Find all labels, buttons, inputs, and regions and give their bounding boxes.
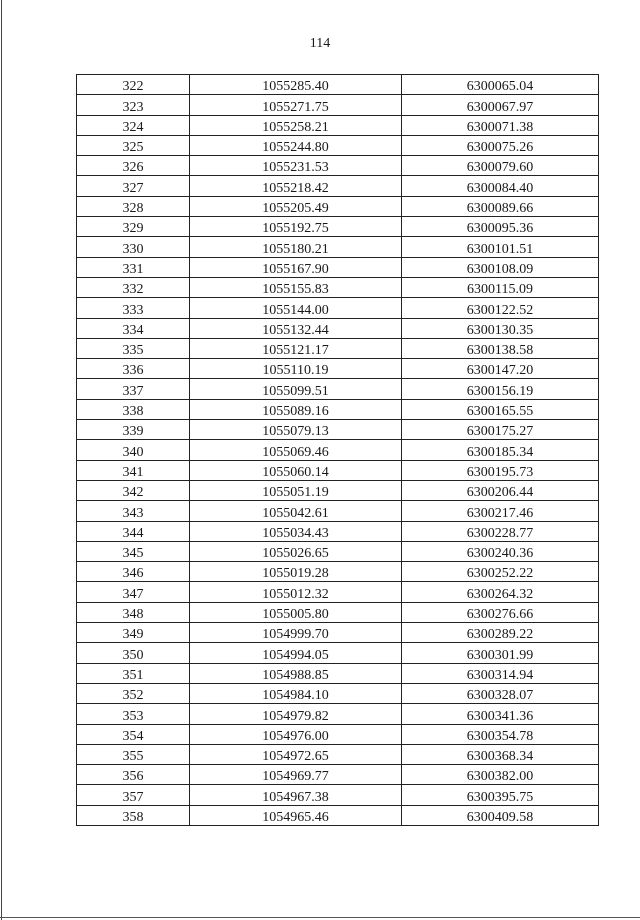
point-number-cell: 331 — [77, 257, 190, 277]
x-coordinate-cell: 1055271.75 — [190, 95, 402, 115]
point-number-cell: 326 — [77, 156, 190, 176]
y-coordinate-cell: 6300147.20 — [402, 359, 599, 379]
x-coordinate-cell: 1055258.21 — [190, 115, 402, 135]
y-coordinate-cell: 6300264.32 — [402, 582, 599, 602]
x-coordinate-cell: 1054965.46 — [190, 805, 402, 825]
table-row — [77, 562, 599, 582]
table-row — [77, 663, 599, 683]
table-row — [77, 501, 599, 521]
y-coordinate-cell: 6300095.36 — [402, 217, 599, 237]
y-coordinate-cell: 6300122.52 — [402, 298, 599, 318]
table-row — [77, 724, 599, 744]
point-number-cell: 329 — [77, 217, 190, 237]
table-row — [77, 196, 599, 216]
point-number-cell: 351 — [77, 663, 190, 683]
table-row — [77, 277, 599, 297]
x-coordinate-cell: 1054969.77 — [190, 765, 402, 785]
x-coordinate-cell: 1054984.10 — [190, 683, 402, 703]
y-coordinate-cell: 6300341.36 — [402, 704, 599, 724]
table-row — [77, 785, 599, 805]
point-number-cell: 328 — [77, 196, 190, 216]
y-coordinate-cell: 6300195.73 — [402, 460, 599, 480]
point-number-cell: 327 — [77, 176, 190, 196]
point-number-cell: 352 — [77, 683, 190, 703]
point-number-cell: 342 — [77, 480, 190, 500]
point-number-cell: 338 — [77, 399, 190, 419]
y-coordinate-cell: 6300314.94 — [402, 663, 599, 683]
x-coordinate-cell: 1055167.90 — [190, 257, 402, 277]
x-coordinate-cell: 1055285.40 — [190, 75, 402, 95]
x-coordinate-cell: 1054988.85 — [190, 663, 402, 683]
y-coordinate-cell: 6300289.22 — [402, 623, 599, 643]
point-number-cell: 332 — [77, 277, 190, 297]
coordinates-table — [76, 74, 599, 826]
table-row — [77, 602, 599, 622]
table-row — [77, 399, 599, 419]
point-number-cell: 339 — [77, 420, 190, 440]
point-number-cell: 323 — [77, 95, 190, 115]
point-number-cell: 343 — [77, 501, 190, 521]
y-coordinate-cell: 6300252.22 — [402, 562, 599, 582]
y-coordinate-cell: 6300101.51 — [402, 237, 599, 257]
table-row — [77, 75, 599, 95]
y-coordinate-cell: 6300328.07 — [402, 683, 599, 703]
point-number-cell: 349 — [77, 623, 190, 643]
table-row — [77, 440, 599, 460]
point-number-cell: 337 — [77, 379, 190, 399]
x-coordinate-cell: 1054976.00 — [190, 724, 402, 744]
y-coordinate-cell: 6300084.40 — [402, 176, 599, 196]
y-coordinate-cell: 6300071.38 — [402, 115, 599, 135]
x-coordinate-cell: 1054967.38 — [190, 785, 402, 805]
table-row — [77, 95, 599, 115]
point-number-cell: 333 — [77, 298, 190, 318]
y-coordinate-cell: 6300156.19 — [402, 379, 599, 399]
point-number-cell: 357 — [77, 785, 190, 805]
y-coordinate-cell: 6300301.99 — [402, 643, 599, 663]
y-coordinate-cell: 6300108.09 — [402, 257, 599, 277]
point-number-cell: 358 — [77, 805, 190, 825]
x-coordinate-cell: 1055132.44 — [190, 318, 402, 338]
y-coordinate-cell: 6300067.97 — [402, 95, 599, 115]
table-row — [77, 805, 599, 825]
point-number-cell: 341 — [77, 460, 190, 480]
scan-bottom-edge — [0, 917, 640, 918]
table-row — [77, 541, 599, 561]
y-coordinate-cell: 6300382.00 — [402, 765, 599, 785]
table-row — [77, 217, 599, 237]
table-row — [77, 623, 599, 643]
table-row — [77, 643, 599, 663]
x-coordinate-cell: 1055012.32 — [190, 582, 402, 602]
table-row — [77, 521, 599, 541]
coordinates-table-body — [77, 75, 599, 826]
point-number-cell: 340 — [77, 440, 190, 460]
table-row — [77, 338, 599, 358]
point-number-cell: 353 — [77, 704, 190, 724]
page-number: 114 — [309, 36, 331, 51]
table-row — [77, 115, 599, 135]
table-row — [77, 379, 599, 399]
x-coordinate-cell: 1054999.70 — [190, 623, 402, 643]
y-coordinate-cell: 6300130.35 — [402, 318, 599, 338]
y-coordinate-cell: 6300409.58 — [402, 805, 599, 825]
table-row — [77, 135, 599, 155]
x-coordinate-cell: 1055192.75 — [190, 217, 402, 237]
table-row — [77, 420, 599, 440]
x-coordinate-cell: 1055144.00 — [190, 298, 402, 318]
y-coordinate-cell: 6300175.27 — [402, 420, 599, 440]
table-row — [77, 176, 599, 196]
point-number-cell: 344 — [77, 521, 190, 541]
point-number-cell: 356 — [77, 765, 190, 785]
x-coordinate-cell: 1055060.14 — [190, 460, 402, 480]
point-number-cell: 345 — [77, 541, 190, 561]
x-coordinate-cell: 1055089.16 — [190, 399, 402, 419]
x-coordinate-cell: 1055079.13 — [190, 420, 402, 440]
point-number-cell: 350 — [77, 643, 190, 663]
table-row — [77, 765, 599, 785]
point-number-cell: 347 — [77, 582, 190, 602]
y-coordinate-cell: 6300354.78 — [402, 724, 599, 744]
table-row — [77, 298, 599, 318]
table-row — [77, 582, 599, 602]
y-coordinate-cell: 6300138.58 — [402, 338, 599, 358]
table-row — [77, 318, 599, 338]
table-row — [77, 237, 599, 257]
x-coordinate-cell: 1055069.46 — [190, 440, 402, 460]
point-number-cell: 324 — [77, 115, 190, 135]
x-coordinate-cell: 1055155.83 — [190, 277, 402, 297]
x-coordinate-cell: 1054979.82 — [190, 704, 402, 724]
y-coordinate-cell: 6300075.26 — [402, 135, 599, 155]
x-coordinate-cell: 1055042.61 — [190, 501, 402, 521]
table-row — [77, 156, 599, 176]
x-coordinate-cell: 1055244.80 — [190, 135, 402, 155]
scan-left-edge — [1, 0, 2, 920]
x-coordinate-cell: 1055121.17 — [190, 338, 402, 358]
x-coordinate-cell: 1055026.65 — [190, 541, 402, 561]
y-coordinate-cell: 6300089.66 — [402, 196, 599, 216]
x-coordinate-cell: 1054994.05 — [190, 643, 402, 663]
point-number-cell: 334 — [77, 318, 190, 338]
table-row — [77, 460, 599, 480]
point-number-cell: 336 — [77, 359, 190, 379]
table-row — [77, 683, 599, 703]
point-number-cell: 325 — [77, 135, 190, 155]
y-coordinate-cell: 6300079.60 — [402, 156, 599, 176]
y-coordinate-cell: 6300065.04 — [402, 75, 599, 95]
table-row — [77, 480, 599, 500]
x-coordinate-cell: 1055005.80 — [190, 602, 402, 622]
y-coordinate-cell: 6300368.34 — [402, 744, 599, 764]
point-number-cell: 322 — [77, 75, 190, 95]
x-coordinate-cell: 1055019.28 — [190, 562, 402, 582]
y-coordinate-cell: 6300206.44 — [402, 480, 599, 500]
y-coordinate-cell: 6300228.77 — [402, 521, 599, 541]
x-coordinate-cell: 1055034.43 — [190, 521, 402, 541]
x-coordinate-cell: 1055218.42 — [190, 176, 402, 196]
x-coordinate-cell: 1055180.21 — [190, 237, 402, 257]
point-number-cell: 348 — [77, 602, 190, 622]
table-row — [77, 744, 599, 764]
y-coordinate-cell: 6300115.09 — [402, 277, 599, 297]
x-coordinate-cell: 1054972.65 — [190, 744, 402, 764]
point-number-cell: 355 — [77, 744, 190, 764]
point-number-cell: 346 — [77, 562, 190, 582]
point-number-cell: 335 — [77, 338, 190, 358]
x-coordinate-cell: 1055231.53 — [190, 156, 402, 176]
y-coordinate-cell: 6300217.46 — [402, 501, 599, 521]
y-coordinate-cell: 6300395.75 — [402, 785, 599, 805]
point-number-cell: 354 — [77, 724, 190, 744]
x-coordinate-cell: 1055099.51 — [190, 379, 402, 399]
y-coordinate-cell: 6300240.36 — [402, 541, 599, 561]
x-coordinate-cell: 1055110.19 — [190, 359, 402, 379]
y-coordinate-cell: 6300165.55 — [402, 399, 599, 419]
table-row — [77, 359, 599, 379]
y-coordinate-cell: 6300185.34 — [402, 440, 599, 460]
point-number-cell: 330 — [77, 237, 190, 257]
table-row — [77, 704, 599, 724]
y-coordinate-cell: 6300276.66 — [402, 602, 599, 622]
x-coordinate-cell: 1055205.49 — [190, 196, 402, 216]
table-row — [77, 257, 599, 277]
x-coordinate-cell: 1055051.19 — [190, 480, 402, 500]
